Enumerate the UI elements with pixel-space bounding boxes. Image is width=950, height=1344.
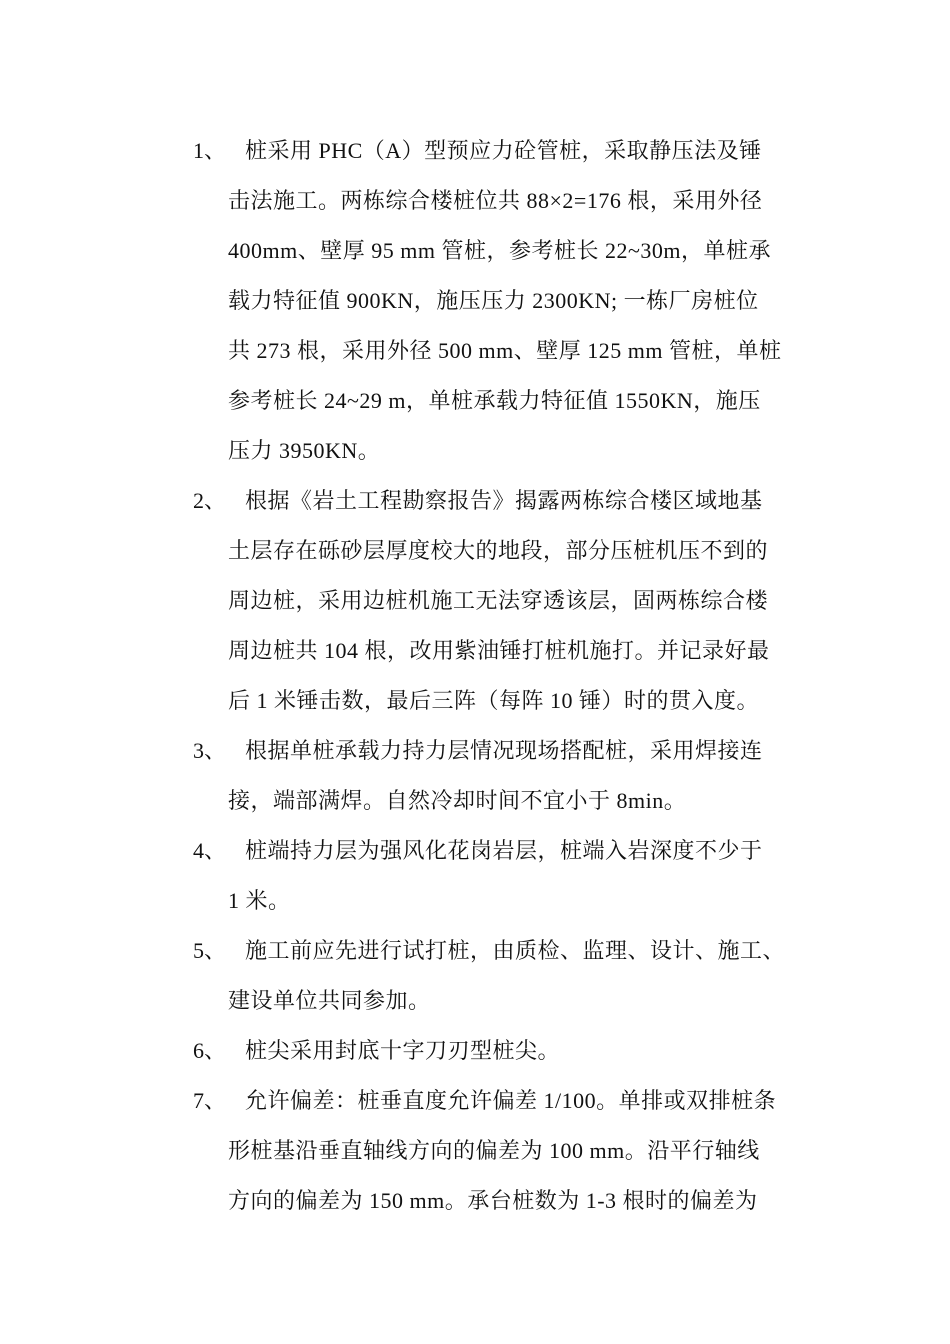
item-text-line: 共 273 根，采用外径 500 mm、壁厚 125 mm 管桩，单桩: [228, 338, 782, 363]
item-text-line: 土层存在砾砂层厚度校大的地段，部分压桩机压不到的: [228, 538, 769, 563]
item-text-line: 载力特征值 900KN，施压压力 2300KN; 一栋厂房桩位: [228, 288, 759, 313]
item-text-line: 周边桩共 104 根，改用紫油锤打桩机施打。并记录好最: [228, 638, 770, 663]
item-number: 5、: [193, 938, 227, 963]
item-text-line: 400mm、壁厚 95 mm 管桩，参考桩长 22~30m，单桩承: [228, 238, 771, 263]
item-text-line: 后 1 米锤击数，最后三阵（每阵 10 锤）时的贯入度。: [228, 688, 760, 713]
item-text-line: 桩采用 PHC（A）型预应力砼管桩，采取静压法及锤: [245, 138, 762, 163]
item-text-line: 桩尖采用封底十字刀刃型桩尖。: [245, 1038, 561, 1063]
item-text-line: 桩端持力层为强风化花岗岩层，桩端入岩深度不少于: [245, 838, 763, 863]
item-text-line: 允许偏差：桩垂直度允许偏差 1/100。单排或双排桩条: [245, 1088, 777, 1113]
item-text-line: 施工前应先进行试打桩，由质检、监理、设计、施工、: [245, 938, 786, 963]
item-number: 4、: [193, 838, 227, 863]
item-text-line: 根据单桩承载力持力层情况现场搭配桩，采用焊接连: [245, 738, 763, 763]
item-text-line: 参考桩长 24~29 m，单桩承载力特征值 1550KN，施压: [228, 388, 761, 413]
item-text-line: 方向的偏差为 150 mm。承台桩数为 1-3 根时的偏差为: [228, 1188, 758, 1213]
item-text-line: 形桩基沿垂直轴线方向的偏差为 100 mm。沿平行轴线: [228, 1138, 760, 1163]
item-text-line: 建设单位共同参加。: [228, 988, 431, 1013]
item-text-line: 周边桩，采用边桩机施工无法穿透该层，固两栋综合楼: [228, 588, 769, 613]
item-number: 1、: [193, 138, 227, 163]
item-number: 7、: [193, 1088, 227, 1113]
item-text-line: 压力 3950KN。: [228, 438, 381, 463]
item-number: 3、: [193, 738, 227, 763]
item-number: 6、: [193, 1038, 227, 1063]
item-text-line: 根据《岩土工程勘察报告》揭露两栋综合楼区域地基: [245, 488, 763, 513]
item-text-line: 1 米。: [228, 888, 291, 913]
item-text-line: 接，端部满焊。自然冷却时间不宜小于 8min。: [228, 788, 687, 813]
item-text-line: 击法施工。两栋综合楼桩位共 88×2=176 根，采用外径: [228, 188, 763, 213]
item-number: 2、: [193, 488, 227, 513]
